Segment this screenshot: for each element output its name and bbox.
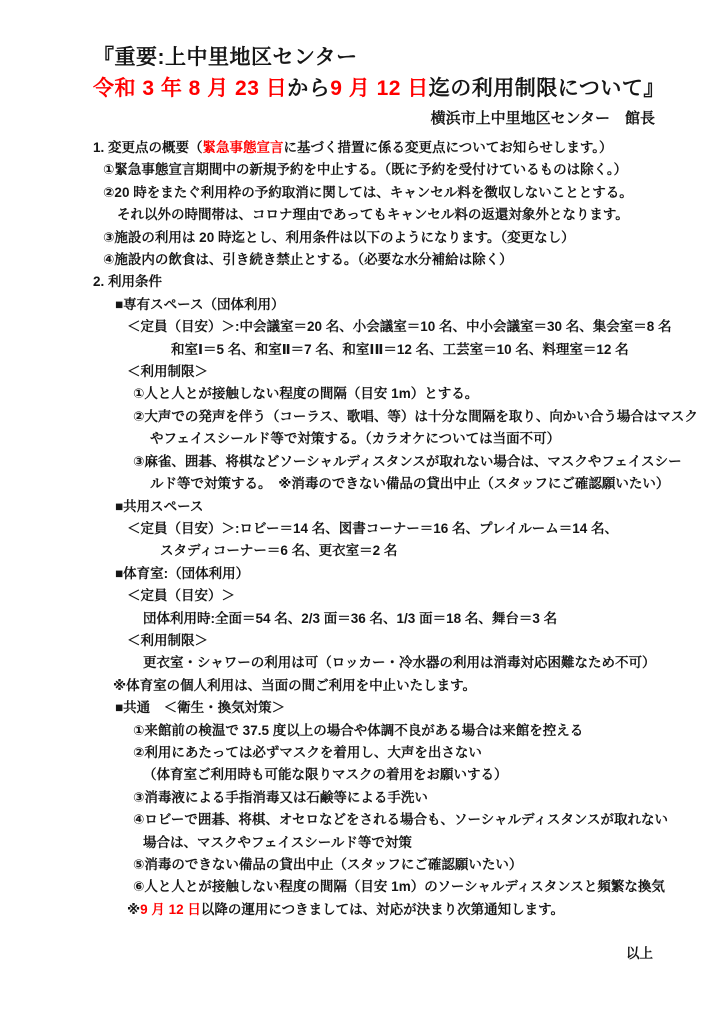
final-note-marker: ※ — [127, 901, 141, 917]
gym-capacity-title: ＜定員（目安）＞ — [127, 588, 235, 604]
section1-item-1: ①緊急事態宣言期間中の新規予約を中止する。（既に予約を受付けているものは除く。） — [103, 162, 628, 178]
gym-individual-use-note: ※体育室の個人利用は、当面の間ご利用を中止いたします。 — [113, 677, 477, 693]
shared-space-capacity-line1: ＜定員（目安）＞:ロビー＝14 名、図書コーナー＝16 名、プレイルーム＝14 名、 — [127, 520, 619, 536]
title-suffix: 迄の利用制限について』 — [428, 77, 665, 100]
common-item-2: ②利用にあたっては必ずマスクを着用し、大声を出さない — [133, 744, 482, 760]
section1-heading — [93, 137, 665, 159]
private-space-restriction-2: ②大声での発声を伴う（コーラス、歌唱、等）は十分な間隔を取り、向かい合う場合はマスク — [133, 408, 698, 424]
private-space-restriction-3: ③麻雀、囲碁、将棋などソーシャルディスタンスが取れない場合は、マスクやフェイスシー — [133, 453, 682, 469]
shared-space-capacity-line2: スタディコーナー＝6 名、更衣室＝2 名 — [160, 543, 398, 559]
final-note-text: 以降の運用につきましては、対応が決まり次第通知します。 — [200, 901, 565, 917]
section1-heading-post: に基づく措置に係る変更点についてお知らせします。） — [283, 140, 613, 155]
gym-title: ■体育室:（団体利用） — [115, 565, 250, 581]
private-space-restriction-title: ＜利用制限＞ — [127, 364, 208, 380]
doc-title-line2 — [93, 73, 665, 104]
gym-restriction-title: ＜利用制限＞ — [127, 632, 208, 648]
signature-line: 横浜市上中里地区センター 館長 — [430, 110, 655, 127]
title-start-date: 令和 3 年 8 月 23 日 — [93, 77, 288, 100]
doc-title-line1: 『重要:上中里地区センター — [93, 46, 358, 69]
final-note — [127, 899, 665, 921]
private-space-restriction-3-continuation: ルド等で対策する。 ※消毒のできない備品の貸出中止（スタッフにご確認願いたい） — [150, 476, 670, 492]
private-space-restriction-1: ①人と人とが接触しない程度の間隔（目安 1m）とする。 — [133, 386, 479, 402]
title-connector: から — [287, 77, 331, 100]
private-space-capacity-line1: ＜定員（目安）＞:中会議室＝20 名、小会議室＝10 名、中小会議室＝30 名、集会室＝8 名 — [127, 319, 672, 335]
common-title: ■共通 ＜衛生・換気対策＞ — [115, 700, 286, 716]
common-item-2-continuation: （体育室ご利用時も可能な限りマスクの着用をお願いする） — [143, 767, 508, 783]
gym-restriction-line: 更衣室・シャワーの利用は可（ロッカー・冷水器の利用は消毒対応困難なため不可） — [143, 655, 656, 671]
section2-heading: 2. 利用条件 — [93, 274, 163, 290]
document-body — [93, 137, 698, 966]
common-item-1: ①来館前の検温で 37.5 度以上の場合や体調不良がある場合は来館を控える — [133, 722, 584, 738]
final-note-date-red: 9 月 12 日 — [140, 901, 201, 917]
common-item-4: ④ロビーで囲碁、将棋、オセロなどをされる場合も、ソーシャルディスタンスが取れない — [133, 812, 668, 828]
gym-capacity-line: 団体利用時:全面＝54 名、2/3 面＝36 名、1/3 面＝18 名、舞台＝3 名 — [143, 610, 558, 626]
title-end-date: 9 月 12 日 — [330, 77, 429, 100]
common-item-6: ⑥人と人とが接触しない程度の間隔（目安 1m）のソーシャルディスタンスと頻繁な換気 — [133, 879, 665, 895]
shared-space-title: ■共用スペース — [115, 498, 204, 514]
document-content — [93, 42, 698, 966]
section1-item-4: ④施設内の飲食は、引き続き禁止とする。（必要な水分補給は除く） — [103, 252, 513, 268]
closing-label: 以上 — [626, 946, 653, 962]
private-space-title: ■専有スペース（団体利用） — [115, 296, 285, 312]
section1-item-2-continuation: それ以外の時間帯は、コロナ理由であってもキャンセル料の返還対象外となります。 — [117, 207, 629, 223]
common-item-5: ⑤消毒のできない備品の貸出中止（スタッフにご確認願いたい） — [133, 857, 523, 872]
section1-heading-pre: 1. 変更点の概要（ — [93, 140, 203, 155]
private-space-restriction-2-continuation: やフェイスシールド等で対策する。（カラオケについては当面不可） — [150, 431, 561, 447]
section1-item-3: ③施設の利用は 20 時迄とし、利用条件は以下のようになります。（変更なし） — [103, 229, 575, 245]
common-item-3: ③消毒液による手指消毒又は石鹸等による手洗い — [133, 789, 428, 805]
common-item-4-continuation: 場合は、マスクやフェイスシールド等で対策 — [143, 834, 412, 850]
emergency-declaration-red-text: 緊急事態宣言 — [202, 140, 284, 155]
private-space-capacity-line2: 和室Ⅰ＝5 名、和室Ⅱ＝7 名、和室ⅠⅡ＝12 名、工芸室＝10 名、料理室＝12 名 — [171, 341, 629, 357]
section1-item-2: ②20 時をまたぐ利用枠の予約取消に関しては、キャンセル料を徴収しないこととする。 — [103, 184, 633, 200]
